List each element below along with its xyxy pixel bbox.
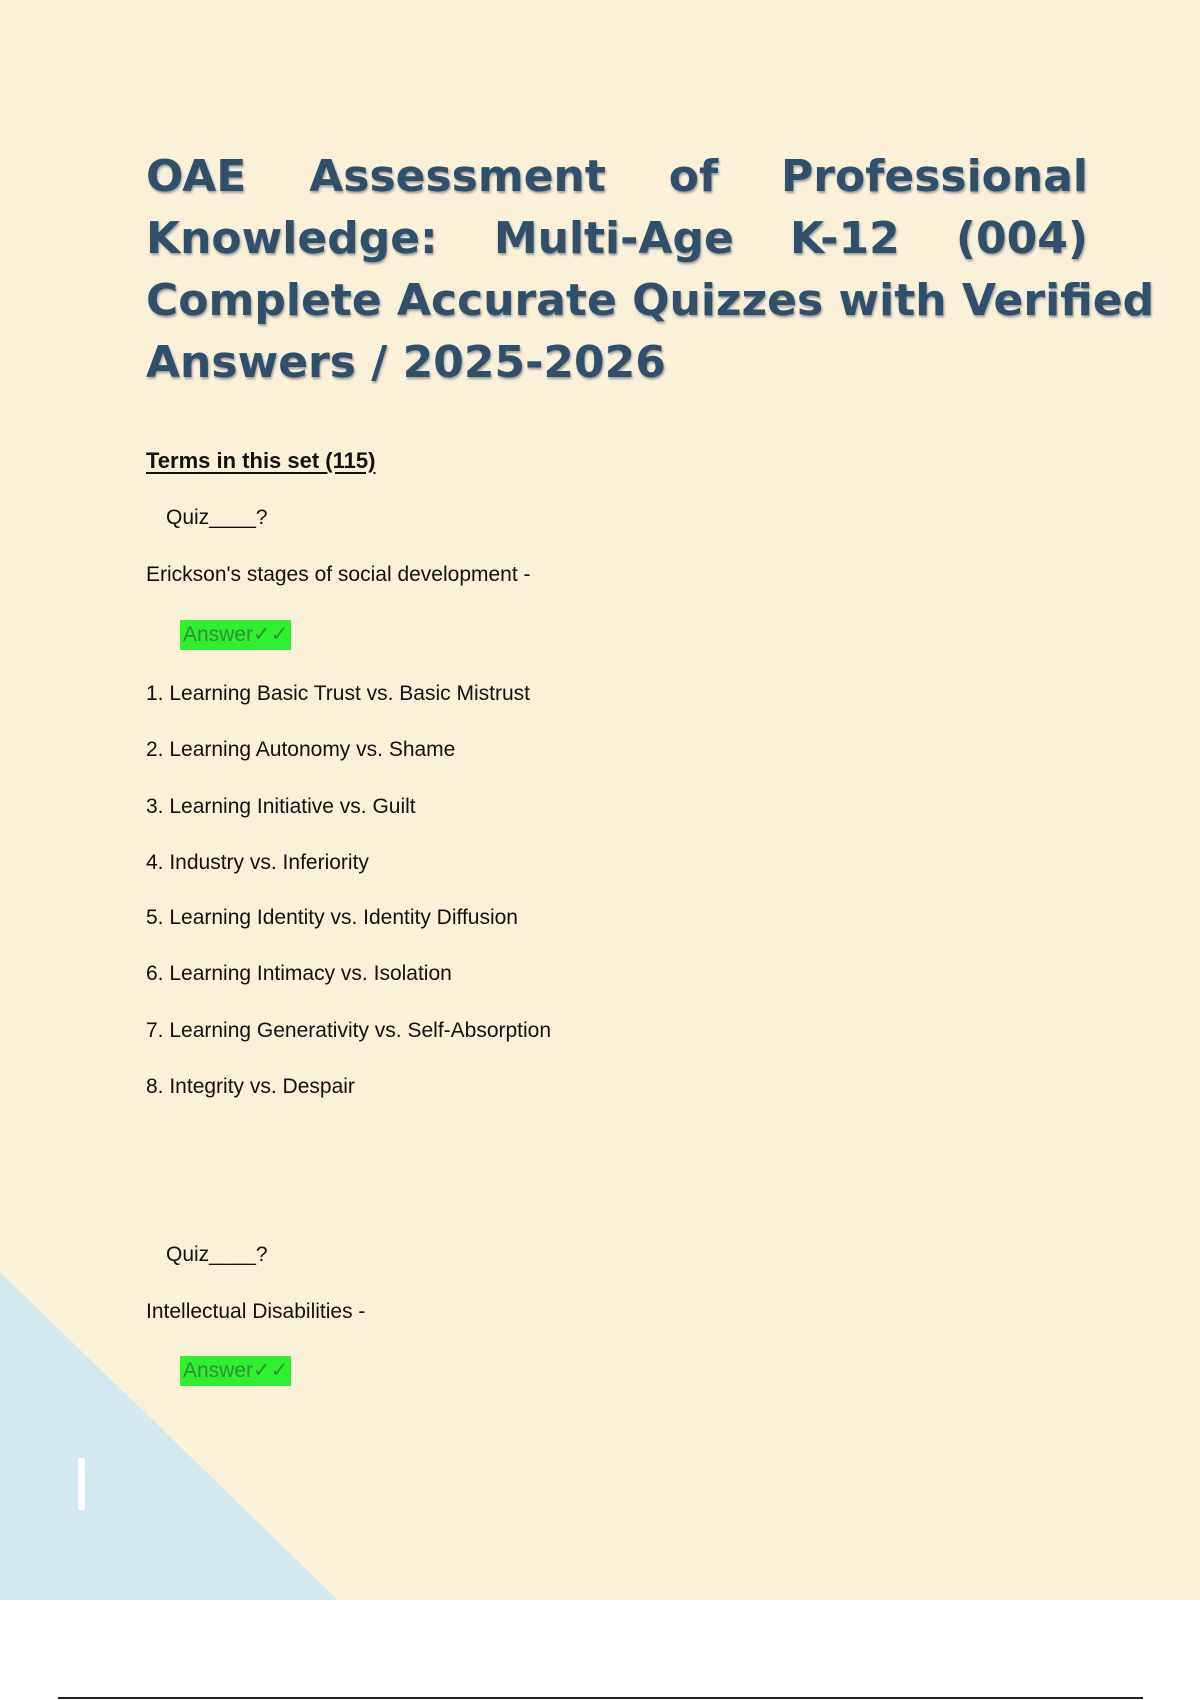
answer-badge: Answer✓✓ bbox=[180, 620, 291, 650]
title-word: (004) bbox=[955, 213, 1088, 264]
title-word: Professional bbox=[781, 151, 1088, 202]
title-word: OAE bbox=[146, 151, 247, 202]
document-title bbox=[146, 146, 1155, 394]
answer-item: 3. Learning Initiative vs. Guilt bbox=[146, 795, 416, 818]
title-text: Answers / 2025-2026 bbox=[146, 337, 666, 388]
title-line-4 bbox=[146, 332, 1088, 394]
question-prompt: Intellectual Disabilities - bbox=[146, 1300, 366, 1323]
title-word: K-12 bbox=[789, 213, 900, 264]
answer-item: 2. Learning Autonomy vs. Shame bbox=[146, 738, 456, 761]
terms-heading: Terms in this set (115) bbox=[146, 448, 376, 473]
answer-item: 6. Learning Intimacy vs. Isolation bbox=[146, 962, 452, 985]
quiz-label: Quiz____? bbox=[166, 1243, 268, 1266]
question-prompt: Erickson's stages of social development - bbox=[146, 563, 531, 586]
title-word: of bbox=[668, 151, 719, 202]
answer-item: 5. Learning Identity vs. Identity Diffusion bbox=[146, 906, 518, 929]
title-word: Knowledge: bbox=[146, 213, 438, 264]
page-number bbox=[78, 1458, 85, 1510]
answer-item: 8. Integrity vs. Despair bbox=[146, 1075, 355, 1098]
footer-divider bbox=[58, 1697, 1143, 1699]
quiz-label: Quiz____? bbox=[166, 506, 268, 529]
answer-badge: Answer✓✓ bbox=[180, 1356, 291, 1386]
title-line-3 bbox=[146, 270, 1155, 332]
title-word: Multi-Age bbox=[493, 213, 734, 264]
title-line-1 bbox=[146, 146, 1088, 208]
answer-item: 4. Industry vs. Inferiority bbox=[146, 851, 369, 874]
title-text: Complete Accurate Quizzes with Verified bbox=[146, 275, 1155, 326]
answer-item: 7. Learning Generativity vs. Self-Absorption bbox=[146, 1019, 552, 1042]
title-line-2 bbox=[146, 208, 1088, 270]
title-word: Assessment bbox=[309, 151, 606, 202]
answer-item: 1. Learning Basic Trust vs. Basic Mistrust bbox=[146, 682, 530, 705]
